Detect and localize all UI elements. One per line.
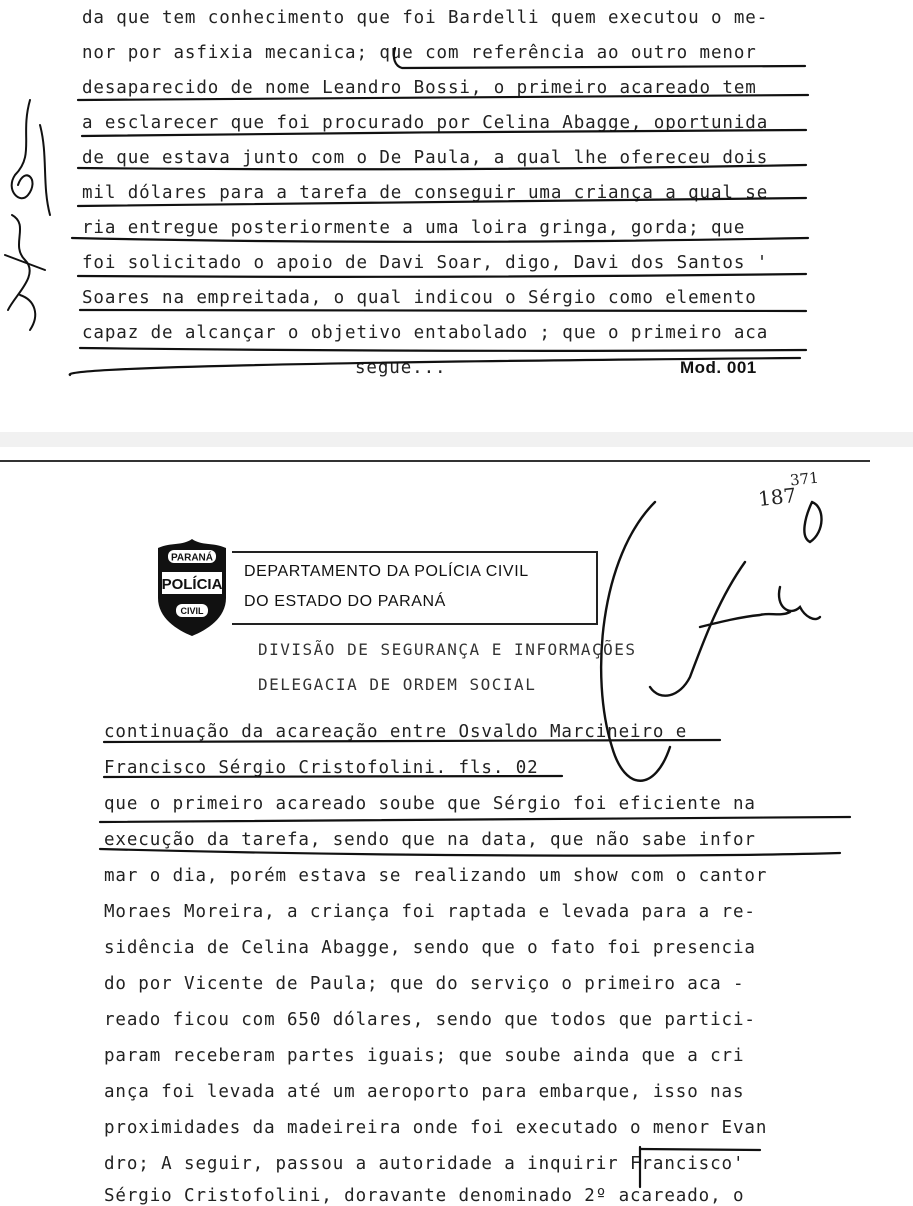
page-number: 187 [756,483,798,511]
text-line: Francisco Sérgio Cristofolini. fls. 02 [104,758,539,778]
text-line: foi solicitado o apoio de Davi Soar, digo, Davi dos Santos ' [82,253,769,273]
text-line: capaz de alcançar o objetivo entabolado ; que o primeiro aca [82,323,769,343]
text-line: nor por asfixia mecanica; que com referência ao outro menor [82,43,757,63]
margin-signature-icon [0,95,60,335]
svg-text:PARANÁ: PARANÁ [170,552,214,564]
text-line: dro; A seguir, passou a autoridade a inquirir Francisco' [104,1154,745,1174]
document-page-top [0,0,890,432]
text-line: desaparecido de nome Leandro Bossi, o primeiro acareado tem [82,78,757,98]
text-line: execução da tarefa, sendo que na data, que não sabe infor [104,830,756,850]
text-line: proximidades da madeireira onde foi executado o menor Evan [104,1118,768,1138]
division-title: DIVISÃO DE SEGURANÇA E INFORMAÇÕES [258,640,637,659]
department-header [232,551,598,625]
continuation-note: segue... [355,358,447,378]
text-line: continuação da acareação entre Osvaldo Marcineiro e [104,722,688,742]
text-line: sidência de Celina Abagge, sendo que o fato foi presencia [104,938,756,958]
text-line: do por Vicente de Paula; que do serviço o primeiro aca - [104,974,745,994]
page-edge-line [0,460,870,462]
text-line: param receberam partes iguais; que soube ainda que a cri [104,1046,745,1066]
page-gap [0,432,913,447]
department-state: DO ESTADO DO PARANÁ [244,593,446,610]
form-code: Mod. 001 [680,358,757,377]
department-name: DEPARTAMENTO DA POLÍCIA CIVIL [244,563,529,580]
text-line: ria entregue posteriormente a uma loira gringa, gorda; que [82,218,746,238]
police-shield-icon [152,536,232,638]
text-line: reado ficou com 650 dólares, sendo que todos que partici- [104,1010,756,1030]
text-line: mil dólares para a tarefa de conseguir uma criança a qual se [82,183,769,203]
text-line: de que estava junto com o De Paula, a qual lhe ofereceu dois [82,148,769,168]
police-logo [152,536,232,638]
svg-text:POLÍCIA: POLÍCIA [161,576,223,593]
text-line: a esclarecer que foi procurado por Celina Abagge, oportunida [82,113,769,133]
text-line: que o primeiro acareado soube que Sérgio foi eficiente na [104,794,756,814]
svg-text:CIVIL: CIVIL [180,606,204,616]
text-line: da que tem conhecimento que foi Bardelli quem executou o me- [82,8,769,28]
text-line: mar o dia, porém estava se realizando um show com o cantor [104,866,768,886]
text-line: ança foi levada até um aeroporto para embarque, isso nas [104,1082,745,1102]
alt-page-number: 371 [789,468,820,490]
delegacia-title: DELEGACIA DE ORDEM SOCIAL [258,675,537,694]
text-line: Soares na empreitada, o qual indicou o Sérgio como elemento [82,288,757,308]
text-line: Sérgio Cristofolini, doravante denominado 2º acareado, o [104,1186,745,1206]
text-line: Moraes Moreira, a criança foi raptada e levada para a re- [104,902,756,922]
